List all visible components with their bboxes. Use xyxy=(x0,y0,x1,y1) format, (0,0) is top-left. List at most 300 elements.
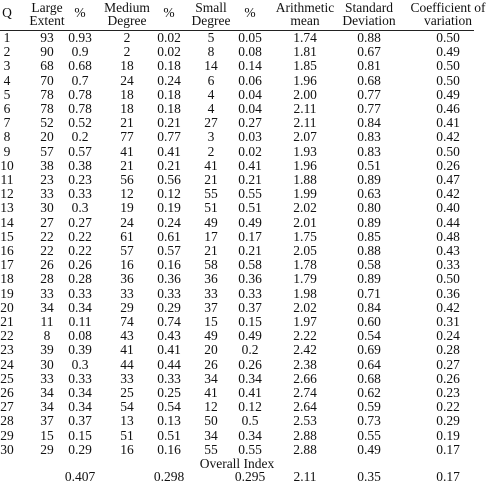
cell-coefficient-of-variation: 0.49 xyxy=(436,86,460,102)
cell-small-percent: 0.55 xyxy=(238,441,262,457)
cell-standard-deviation: 0.60 xyxy=(357,314,381,329)
cell-large-percent: 0.22 xyxy=(68,243,92,258)
table-header xyxy=(0,0,490,30)
cell-standard-deviation: 0.80 xyxy=(357,200,381,216)
cell-medium-degree: 77 xyxy=(120,129,134,145)
cell-small-degree: 21 xyxy=(204,172,218,187)
cell-small-percent: 0.06 xyxy=(238,72,262,88)
cell-medium-degree: 41 xyxy=(120,342,134,358)
overall-index-label: Overall Index xyxy=(199,456,275,471)
cell-small-percent: 0.04 xyxy=(238,86,262,102)
cell-large-percent: 0.38 xyxy=(68,157,92,173)
cell-medium-percent: 0.33 xyxy=(157,285,181,301)
table-row xyxy=(0,301,490,315)
header-medium-percent-label: % xyxy=(163,5,175,20)
cell-coefficient-of-variation: 0.44 xyxy=(436,214,460,230)
cell-q: 21 xyxy=(0,314,14,329)
cell-small-degree: 21 xyxy=(204,243,218,258)
cell-large-extent: 33 xyxy=(40,370,54,386)
cell-small-degree: 49 xyxy=(204,214,218,230)
cell-coefficient-of-variation: 0.43 xyxy=(436,243,460,258)
cell-medium-percent: 0.18 xyxy=(157,101,181,116)
table-row xyxy=(0,386,490,400)
cell-medium-degree: 2 xyxy=(123,30,131,45)
cell-medium-percent: 0.02 xyxy=(157,44,181,60)
cell-small-degree: 4 xyxy=(207,86,215,102)
table-row xyxy=(0,358,490,372)
cell-q: 25 xyxy=(0,370,14,386)
cell-arithmetic-mean: 2.02 xyxy=(293,200,317,216)
cell-medium-percent: 0.29 xyxy=(157,299,181,315)
table-row xyxy=(0,45,490,59)
cell-small-degree: 37 xyxy=(204,299,218,315)
cell-small-percent: 0.36 xyxy=(238,271,262,287)
cell-medium-degree: 44 xyxy=(120,356,134,372)
cell-coefficient-of-variation: 0.47 xyxy=(436,172,460,187)
table-row xyxy=(0,287,490,301)
cell-small-percent: 0.5 xyxy=(241,413,259,429)
cell-q: 30 xyxy=(0,441,14,457)
cell-coefficient-of-variation: 0.48 xyxy=(436,228,460,244)
cell-medium-percent: 0.61 xyxy=(157,228,181,244)
cell-medium-degree: 18 xyxy=(120,86,134,102)
cell-large-extent: 78 xyxy=(40,86,54,102)
cell-small-degree: 12 xyxy=(204,399,218,415)
cell-large-extent: 37 xyxy=(40,413,54,429)
table-row xyxy=(0,59,490,73)
cell-large-extent: 34 xyxy=(40,385,54,400)
cell-coefficient-of-variation: 0.42 xyxy=(436,129,460,145)
cell-large-percent: 0.27 xyxy=(68,214,92,230)
cell-small-degree: 6 xyxy=(207,72,215,88)
cell-coefficient-of-variation: 0.40 xyxy=(436,200,460,216)
cell-medium-degree: 18 xyxy=(120,58,134,74)
cell-small-percent: 0.33 xyxy=(238,285,262,301)
cell-arithmetic-mean: 1.81 xyxy=(293,44,317,60)
cell-standard-deviation: 0.88 xyxy=(357,243,381,258)
cell-medium-percent: 0.25 xyxy=(157,385,181,400)
table-row xyxy=(0,400,490,414)
cell-small-degree: 58 xyxy=(204,257,218,273)
cell-standard-deviation: 0.84 xyxy=(357,115,381,131)
cell-large-percent: 0.29 xyxy=(68,441,92,457)
cell-medium-degree: 16 xyxy=(120,257,134,273)
cell-large-extent: 33 xyxy=(40,186,54,202)
cell-medium-percent: 0.21 xyxy=(157,157,181,173)
cell-small-degree: 51 xyxy=(204,200,218,216)
cell-large-percent: 0.93 xyxy=(68,30,92,45)
cell-small-percent: 0.34 xyxy=(238,370,262,386)
cell-arithmetic-mean: 2.11 xyxy=(293,115,317,131)
cell-large-extent: 8 xyxy=(43,328,51,344)
table-row xyxy=(0,116,490,130)
cell-medium-degree: 21 xyxy=(120,115,134,131)
cell-arithmetic-mean: 1.96 xyxy=(293,72,317,88)
header-small-line-2: Degree xyxy=(191,13,231,28)
cell-medium-degree: 12 xyxy=(120,186,134,202)
cell-standard-deviation: 0.68 xyxy=(357,72,381,88)
table-row xyxy=(0,88,490,102)
cell-coefficient-of-variation: 0.50 xyxy=(436,30,460,45)
cell-coefficient-of-variation: 0.17 xyxy=(436,441,460,457)
cell-small-degree: 5 xyxy=(207,30,215,45)
header-coefficient-of-variation xyxy=(400,1,496,27)
cell-large-extent: 70 xyxy=(40,72,54,88)
cell-large-percent: 0.34 xyxy=(68,385,92,400)
cell-standard-deviation: 0.58 xyxy=(357,257,381,273)
table-row xyxy=(0,414,490,428)
cell-arithmetic-mean: 2.88 xyxy=(293,441,317,457)
cell-standard-deviation: 0.64 xyxy=(357,356,381,372)
table-row xyxy=(0,443,490,457)
cell-small-percent: 0.12 xyxy=(238,399,262,415)
cell-standard-deviation: 0.88 xyxy=(357,30,381,45)
table-row xyxy=(0,145,490,159)
cell-standard-deviation: 0.89 xyxy=(357,214,381,230)
cell-arithmetic-mean: 2.42 xyxy=(293,342,317,358)
cell-standard-deviation: 0.71 xyxy=(357,285,381,301)
cell-standard-deviation: 0.63 xyxy=(357,186,381,202)
cell-coefficient-of-variation: 0.50 xyxy=(436,271,460,287)
overall-standard-deviation: 0.35 xyxy=(357,469,381,484)
cell-medium-percent: 0.54 xyxy=(157,399,181,415)
cell-medium-degree: 18 xyxy=(120,101,134,116)
cell-arithmetic-mean: 2.07 xyxy=(293,129,317,145)
cell-medium-degree: 36 xyxy=(120,271,134,287)
cell-q: 4 xyxy=(3,72,11,88)
header-large-line-2: Extent xyxy=(29,13,65,28)
cell-q: 3 xyxy=(3,58,11,74)
header-sd-line-1: Standard xyxy=(345,0,393,15)
cell-small-percent: 0.49 xyxy=(238,328,262,344)
cell-large-extent: 38 xyxy=(40,157,54,173)
cell-arithmetic-mean: 1.96 xyxy=(293,157,317,173)
cell-medium-percent: 0.44 xyxy=(157,356,181,372)
cell-q: 12 xyxy=(0,186,14,202)
header-large-percent xyxy=(60,6,100,19)
cell-small-percent: 0.34 xyxy=(238,427,262,443)
cell-large-percent: 0.57 xyxy=(68,143,92,159)
cell-large-extent: 78 xyxy=(40,101,54,116)
overall-coefficient-of-variation: 0.17 xyxy=(436,469,460,484)
cell-large-extent: 30 xyxy=(40,356,54,372)
cell-coefficient-of-variation: 0.46 xyxy=(436,101,460,116)
cell-q: 27 xyxy=(0,399,14,415)
cell-small-percent: 0.41 xyxy=(238,157,262,173)
table-row xyxy=(0,230,490,244)
cell-small-percent: 0.55 xyxy=(238,186,262,202)
cell-large-extent: 11 xyxy=(40,314,54,329)
cell-small-degree: 4 xyxy=(207,101,215,116)
overall-large-percent: 0.407 xyxy=(64,469,96,484)
cell-standard-deviation: 0.81 xyxy=(357,58,381,74)
overall-index-row xyxy=(0,470,490,484)
cell-large-percent: 0.08 xyxy=(68,328,92,344)
cell-arithmetic-mean: 2.01 xyxy=(293,214,317,230)
cell-q: 20 xyxy=(0,299,14,315)
cell-coefficient-of-variation: 0.29 xyxy=(436,413,460,429)
cell-arithmetic-mean: 2.66 xyxy=(293,370,317,386)
table-row xyxy=(0,31,490,45)
cell-small-percent: 0.51 xyxy=(238,200,262,216)
cell-arithmetic-mean: 2.38 xyxy=(293,356,317,372)
cell-large-percent: 0.34 xyxy=(68,399,92,415)
header-standard-deviation xyxy=(334,1,404,27)
cell-medium-percent: 0.41 xyxy=(157,143,181,159)
cell-medium-degree: 25 xyxy=(120,385,134,400)
cell-standard-deviation: 0.55 xyxy=(357,427,381,443)
cell-medium-percent: 0.33 xyxy=(157,370,181,386)
cell-medium-degree: 33 xyxy=(120,370,134,386)
cell-small-percent: 0.08 xyxy=(238,44,262,60)
cell-q: 29 xyxy=(0,427,14,443)
cell-large-percent: 0.33 xyxy=(68,370,92,386)
cell-large-extent: 27 xyxy=(40,214,54,230)
cell-coefficient-of-variation: 0.19 xyxy=(436,427,460,443)
cell-large-percent: 0.7 xyxy=(71,72,89,88)
cell-standard-deviation: 0.89 xyxy=(357,271,381,287)
cell-small-degree: 3 xyxy=(207,129,215,145)
cell-coefficient-of-variation: 0.50 xyxy=(436,58,460,74)
cell-medium-percent: 0.24 xyxy=(157,214,181,230)
cell-small-percent: 0.41 xyxy=(238,385,262,400)
header-mean-line-2: mean xyxy=(290,13,320,28)
overall-medium-percent: 0.298 xyxy=(153,469,185,484)
header-medium-line-1: Medium xyxy=(104,0,150,15)
cell-medium-percent: 0.51 xyxy=(157,427,181,443)
cell-small-degree: 34 xyxy=(204,370,218,386)
cell-large-percent: 0.34 xyxy=(68,299,92,315)
cell-small-degree: 36 xyxy=(204,271,218,287)
header-sd-line-2: Deviation xyxy=(342,13,396,28)
cell-arithmetic-mean: 1.99 xyxy=(293,186,317,202)
cell-standard-deviation: 0.59 xyxy=(357,399,381,415)
cell-medium-degree: 19 xyxy=(120,200,134,216)
header-small-percent xyxy=(230,6,270,19)
cell-large-extent: 30 xyxy=(40,200,54,216)
cell-small-percent: 0.2 xyxy=(241,342,259,358)
cell-arithmetic-mean: 1.74 xyxy=(293,30,317,45)
cell-arithmetic-mean: 1.98 xyxy=(293,285,317,301)
cell-large-percent: 0.26 xyxy=(68,257,92,273)
cell-medium-percent: 0.19 xyxy=(157,200,181,216)
cell-medium-percent: 0.18 xyxy=(157,58,181,74)
cell-medium-degree: 16 xyxy=(120,441,134,457)
cell-q: 16 xyxy=(0,243,14,258)
cell-q: 10 xyxy=(0,157,14,173)
cell-large-extent: 20 xyxy=(40,129,54,145)
cell-q: 7 xyxy=(3,115,11,131)
cell-large-extent: 52 xyxy=(40,115,54,131)
cell-large-extent: 93 xyxy=(40,30,54,45)
cell-medium-percent: 0.18 xyxy=(157,86,181,102)
cell-q: 22 xyxy=(0,328,14,344)
header-small-percent-label: % xyxy=(244,5,256,20)
cell-large-percent: 0.15 xyxy=(68,427,92,443)
header-q-label: Q xyxy=(2,5,12,20)
cell-coefficient-of-variation: 0.31 xyxy=(436,314,460,329)
cell-small-degree: 15 xyxy=(204,314,218,329)
cell-large-percent: 0.78 xyxy=(68,101,92,116)
cell-large-percent: 0.11 xyxy=(68,314,92,329)
cell-small-degree: 50 xyxy=(204,413,218,429)
cell-large-percent: 0.52 xyxy=(68,115,92,131)
cell-small-degree: 8 xyxy=(207,44,215,60)
cell-large-extent: 29 xyxy=(40,441,54,457)
cell-q: 26 xyxy=(0,385,14,400)
table-row xyxy=(0,315,490,329)
table-row xyxy=(0,258,490,272)
cell-small-percent: 0.21 xyxy=(238,243,262,258)
cell-standard-deviation: 0.67 xyxy=(357,44,381,60)
cell-small-degree: 34 xyxy=(204,427,218,443)
cell-arithmetic-mean: 1.85 xyxy=(293,58,317,74)
cell-small-degree: 17 xyxy=(204,228,218,244)
cell-coefficient-of-variation: 0.24 xyxy=(436,328,460,344)
cell-medium-percent: 0.43 xyxy=(157,328,181,344)
cell-medium-percent: 0.41 xyxy=(157,342,181,358)
cell-small-percent: 0.14 xyxy=(238,58,262,74)
cell-medium-percent: 0.12 xyxy=(157,186,181,202)
cell-arithmetic-mean: 2.00 xyxy=(293,86,317,102)
cell-medium-degree: 21 xyxy=(120,157,134,173)
cell-large-percent: 0.9 xyxy=(71,44,89,60)
cell-small-percent: 0.15 xyxy=(238,314,262,329)
cell-standard-deviation: 0.83 xyxy=(357,143,381,159)
cell-medium-degree: 24 xyxy=(120,214,134,230)
cell-standard-deviation: 0.54 xyxy=(357,328,381,344)
cell-arithmetic-mean: 2.88 xyxy=(293,427,317,443)
header-arithmetic-mean xyxy=(265,1,345,27)
cell-medium-degree: 54 xyxy=(120,399,134,415)
cell-small-degree: 20 xyxy=(204,342,218,358)
cell-medium-degree: 33 xyxy=(120,285,134,301)
header-medium-line-2: Degree xyxy=(107,13,147,28)
cell-arithmetic-mean: 2.64 xyxy=(293,399,317,415)
table-row xyxy=(0,343,490,357)
cell-coefficient-of-variation: 0.42 xyxy=(436,186,460,202)
cell-medium-percent: 0.77 xyxy=(157,129,181,145)
cell-medium-degree: 24 xyxy=(120,72,134,88)
header-large-percent-label: % xyxy=(74,5,86,20)
cell-small-degree: 2 xyxy=(207,143,215,159)
cell-medium-percent: 0.57 xyxy=(157,243,181,258)
cell-large-percent: 0.37 xyxy=(68,413,92,429)
cell-coefficient-of-variation: 0.50 xyxy=(436,143,460,159)
cell-small-degree: 26 xyxy=(204,356,218,372)
cell-small-percent: 0.05 xyxy=(238,30,262,45)
cell-standard-deviation: 0.51 xyxy=(357,157,381,173)
cell-standard-deviation: 0.69 xyxy=(357,342,381,358)
cell-small-degree: 27 xyxy=(204,115,218,131)
cell-large-percent: 0.33 xyxy=(68,186,92,202)
cell-q: 2 xyxy=(3,44,11,60)
cell-standard-deviation: 0.83 xyxy=(357,129,381,145)
cell-arithmetic-mean: 2.22 xyxy=(293,328,317,344)
cell-small-degree: 55 xyxy=(204,441,218,457)
cell-medium-percent: 0.16 xyxy=(157,257,181,273)
cell-medium-degree: 41 xyxy=(120,143,134,159)
cell-medium-degree: 51 xyxy=(120,427,134,443)
cell-small-percent: 0.02 xyxy=(238,143,262,159)
cell-small-percent: 0.21 xyxy=(238,172,262,187)
header-cv-line-1: Coefficient of xyxy=(410,0,486,15)
cell-q: 15 xyxy=(0,228,14,244)
cell-medium-degree: 13 xyxy=(120,413,134,429)
cell-coefficient-of-variation: 0.41 xyxy=(436,115,460,131)
cell-q: 23 xyxy=(0,342,14,358)
overall-small-percent: 0.295 xyxy=(234,469,266,484)
table-row xyxy=(0,329,490,343)
cell-coefficient-of-variation: 0.33 xyxy=(436,257,460,273)
cell-coefficient-of-variation: 0.26 xyxy=(436,157,460,173)
cell-q: 19 xyxy=(0,285,14,301)
cell-q: 6 xyxy=(3,101,11,116)
cell-standard-deviation: 0.73 xyxy=(357,413,381,429)
table-row xyxy=(0,173,490,187)
cell-large-percent: 0.33 xyxy=(68,285,92,301)
table-row xyxy=(0,272,490,286)
cell-large-percent: 0.68 xyxy=(68,58,92,74)
cell-q: 11 xyxy=(0,172,14,187)
cell-arithmetic-mean: 1.75 xyxy=(293,228,317,244)
cell-small-percent: 0.49 xyxy=(238,214,262,230)
cell-medium-degree: 29 xyxy=(120,299,134,315)
cell-arithmetic-mean: 2.74 xyxy=(293,385,317,400)
cell-coefficient-of-variation: 0.26 xyxy=(436,370,460,386)
cell-large-extent: 34 xyxy=(40,299,54,315)
cell-medium-degree: 43 xyxy=(120,328,134,344)
cell-coefficient-of-variation: 0.42 xyxy=(436,299,460,315)
cell-q: 18 xyxy=(0,271,14,287)
cell-arithmetic-mean: 1.97 xyxy=(293,314,317,329)
cell-large-extent: 90 xyxy=(40,44,54,60)
header-mean-line-1: Arithmetic xyxy=(275,0,335,15)
cell-large-extent: 23 xyxy=(40,172,54,187)
cell-arithmetic-mean: 1.78 xyxy=(293,257,317,273)
cell-medium-degree: 57 xyxy=(120,243,134,258)
table-row xyxy=(0,429,490,443)
cell-q: 28 xyxy=(0,413,14,429)
cell-large-percent: 0.3 xyxy=(71,200,89,216)
cell-q: 14 xyxy=(0,214,14,230)
cell-large-extent: 68 xyxy=(40,58,54,74)
cell-medium-degree: 74 xyxy=(120,314,134,329)
header-medium-percent xyxy=(149,6,189,19)
cell-small-percent: 0.26 xyxy=(238,356,262,372)
cell-standard-deviation: 0.49 xyxy=(357,441,381,457)
cell-medium-percent: 0.16 xyxy=(157,441,181,457)
cell-small-percent: 0.03 xyxy=(238,129,262,145)
cell-medium-percent: 0.02 xyxy=(157,30,181,45)
header-cv-line-2: variation xyxy=(424,13,472,28)
cell-large-extent: 26 xyxy=(40,257,54,273)
cell-medium-percent: 0.24 xyxy=(157,72,181,88)
header-large-line-1: Large xyxy=(31,0,63,15)
table-row xyxy=(0,74,490,88)
cell-small-percent: 0.27 xyxy=(238,115,262,131)
cell-q: 5 xyxy=(3,86,11,102)
header-q xyxy=(0,6,14,19)
cell-large-extent: 28 xyxy=(40,271,54,287)
table-row xyxy=(0,159,490,173)
cell-q: 13 xyxy=(0,200,14,216)
cell-coefficient-of-variation: 0.50 xyxy=(436,72,460,88)
table-row xyxy=(0,244,490,258)
table-row xyxy=(0,130,490,144)
cell-small-degree: 55 xyxy=(204,186,218,202)
cell-standard-deviation: 0.89 xyxy=(357,172,381,187)
